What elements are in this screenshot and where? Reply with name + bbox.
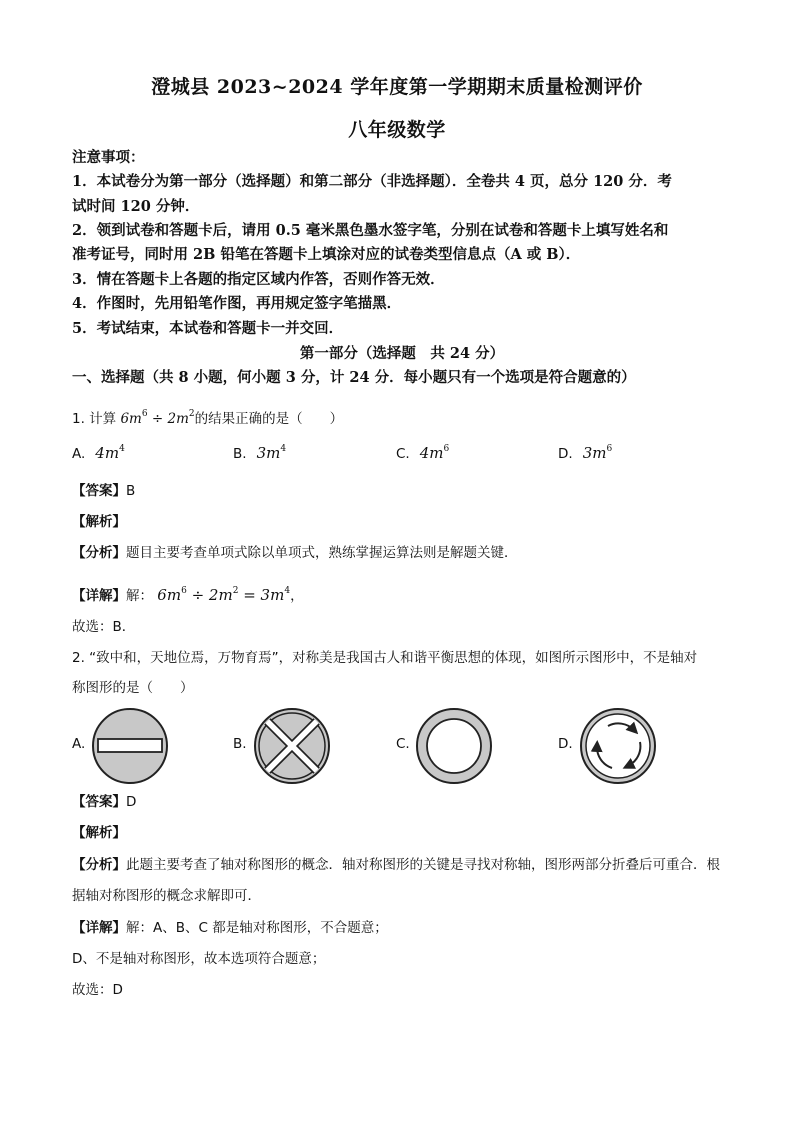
q2-detail-line1: 【详解】解：A、B、C 都是轴对称图形，不合题意； [72, 920, 388, 936]
notice-item-3: 3．情在答题卡上各题的指定区域内作答，否则作答无效． [72, 271, 445, 288]
q1-conclusion: 故选：B． [72, 619, 136, 635]
q2-figure-d[interactable] [578, 706, 658, 786]
q1-option-c[interactable]: C. $4m^6$ [396, 444, 450, 462]
q2-fenxi-line1: 【分析】此题主要考查了轴对称图形的概念．轴对称图形的关键是寻找对称轴，图形两部分折叠后可重合．根 [72, 857, 720, 873]
q2-figure-b[interactable] [252, 706, 332, 786]
q2-analysis-tag: 【解析】 [72, 825, 126, 841]
q2-figure-c[interactable] [414, 706, 494, 786]
q2-option-a-label[interactable]: A. [72, 736, 86, 752]
part1-heading: 第一部分（选择题 共 24 分） [299, 345, 505, 362]
q2-option-c-label[interactable]: C. [396, 736, 410, 752]
q1-option-d[interactable]: D. $3m^6$ [558, 444, 613, 462]
q1-prefix: 1. 计算 [72, 411, 117, 427]
notice-item-4: 4．作图时，先用铅笔作图，再用规定签字笔描黑． [72, 295, 402, 312]
q1-expression: $6m^6 \div 2m^2$ [120, 409, 195, 427]
page-title: 澄城县 2023~2024 学年度第一学期期末质量检测评价 [151, 76, 643, 98]
notice-item-2a: 2．领到试卷和答题卡后，请用 0.5 毫米黑色墨水签字笔，分别在试卷和答题卡上填写姓名和 [72, 222, 669, 239]
notice-item-1b: 试时间 120 分钟． [72, 198, 200, 215]
q1-detail: 【详解】解： $6m^6 \div 2m^2 = 3m^4$， [72, 586, 304, 604]
q2-option-d-label[interactable]: D. [558, 736, 573, 752]
notice-heading: 注意事项： [72, 149, 145, 166]
notice-item-5: 5．考试结束，本试卷和答题卡一并交回． [72, 320, 344, 337]
q2-fenxi-line2: 据轴对称图形的概念求解即可． [72, 888, 261, 904]
q1-analysis-tag: 【解析】 [72, 514, 126, 530]
q2-stem-line2: 称图形的是（ ） [72, 680, 194, 696]
q1-fenxi: 【分析】题目主要考查单项式除以单项式，熟练掌握运算法则是解题关键． [72, 545, 518, 561]
q1-option-a[interactable]: A. $4m^4$ [72, 444, 125, 462]
q2-answer: 【答案】D [72, 794, 137, 810]
q2-figure-a[interactable] [90, 706, 170, 786]
q1-suffix: 的结果正确的是（ ） [194, 411, 344, 427]
q2-detail-line2: D、不是轴对称图形，故本选项符合题意； [72, 951, 326, 967]
q1-option-b[interactable]: B. $3m^4$ [233, 444, 287, 462]
notice-item-2b: 准考证号，同时用 2B 铅笔在答题卡上填涂对应的试卷类型信息点（A 或 B）． [72, 246, 581, 263]
q1-answer: 【答案】B [72, 483, 136, 499]
q2-stem-line1: 2. “致中和，天地位焉，万物育焉”，对称美是我国古人和谐平衡思想的体现，如图所示图形中，不是轴对 [72, 650, 698, 666]
notice-item-1a: 1．本试卷分为第一部分（选择题）和第二部分（非选择题）．全卷共 4 页，总分 120 分．考 [72, 173, 672, 190]
page-subtitle: 八年级数学 [348, 119, 446, 141]
section-heading: 一、选择题（共 8 小题，何小题 3 分，计 24 分．每小题只有一个选项是符合题意的） [72, 369, 636, 386]
q2-option-b-label[interactable]: B. [233, 736, 247, 752]
q1-stem [72, 404, 732, 429]
q2-conclusion: 故选：D [72, 982, 123, 998]
